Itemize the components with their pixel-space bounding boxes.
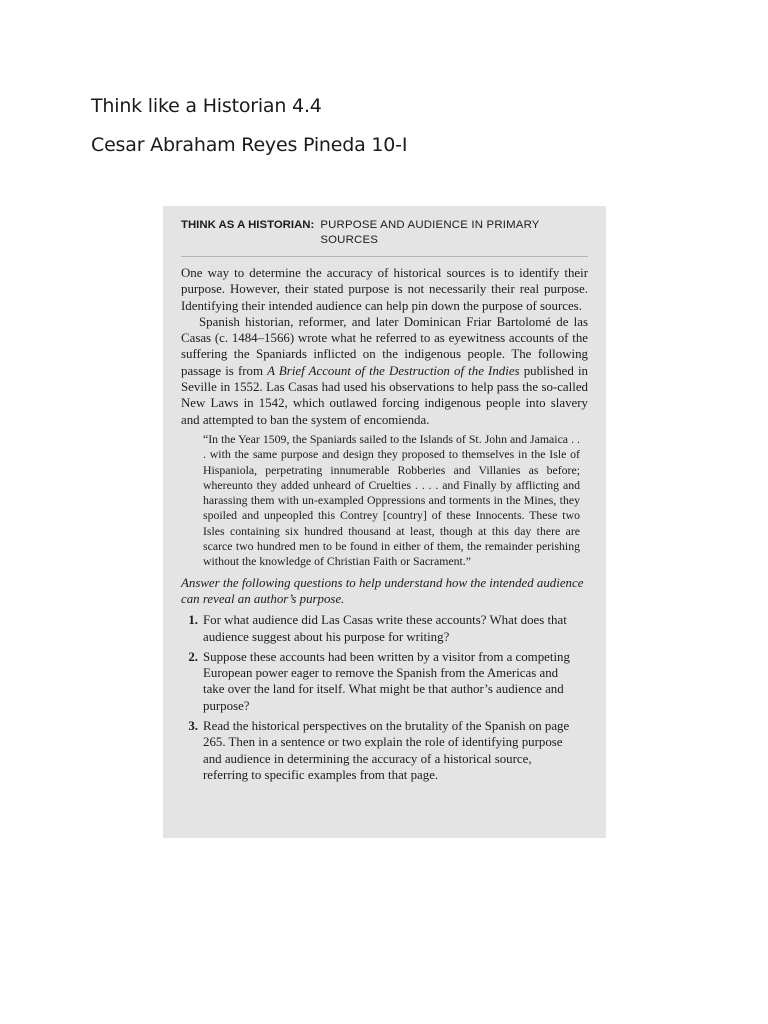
question-number: 2. <box>188 649 198 664</box>
question-item <box>181 649 588 714</box>
question-list <box>181 612 588 783</box>
primary-source-quote: “In the Year 1509, the Spaniards sailed to the Islands of St. John and Jamaica . . . with the same purpose and design they proposed to themselves in the Isle of Hispaniola, perpetrating innumerable Robberies and Villanies as before; whereunto they added unheard of Cruelties . . . . and Finally by afflicting and harassing them with un-exampled Oppressions and torments in the Mines, they spoiled and unpeopled this Contrey [country] of these Innocents. These two Isles containing six hundred thousand at least, though at this day there are scarce two hundred men to be found in either of them, the remainder perishing without the knowledge of Christian Faith or Sacrament.” <box>203 431 580 569</box>
questions-prompt: Answer the following questions to help understand how the intended audience can reveal an author’s purpose. <box>181 575 584 606</box>
question-number: 3. <box>188 719 198 734</box>
question-item <box>181 612 588 645</box>
context-after: published in Seville in 1552. Las Casas had used his observations to help pass the so-called New Laws in 1542, which outlawed forcing indigenous people into slavery and attempted to ban the system of encomienda. <box>181 363 588 427</box>
scan-header-topic: PURPOSE AND AUDIENCE IN PRIMARY SOURCES <box>320 219 540 246</box>
context-paragraph <box>181 314 588 428</box>
scan-header-label: THINK AS A HISTORIAN: <box>181 219 315 231</box>
question-item <box>181 718 588 783</box>
textbook-scan <box>163 206 606 838</box>
author-line: Cesar Abraham Reyes Pineda 10-I <box>91 134 408 156</box>
intro-paragraph: One way to determine the accuracy of historical sources is to identify their purpose. However, their stated purpose is not necessarily their real purpose. Identifying their intended audience can help pin down the purpose of sources. <box>181 266 588 313</box>
question-text: Read the historical perspectives on the brutality of the Spanish on page 265. Then in a sentence or two explain the role of identifying purpose and audience in determining the accuracy of a historical source, referring to specific examples from that page. <box>203 719 570 782</box>
scan-header <box>181 218 588 257</box>
book-title: A Brief Account of the Destruction of the Indies <box>267 363 520 378</box>
context-before: Spanish historian, reformer, and later Dominican Friar Bartolomé de las Casas (c. 1484–1566) wrote what he referred to as eyewitness accounts of the suffering the Spaniards inflicted on the indigenous people. The following passage is from <box>181 314 588 378</box>
question-number: 1. <box>188 613 198 628</box>
document-title: Think like a Historian 4.4 <box>91 95 322 117</box>
question-text: For what audience did Las Casas write these accounts? What does that audience suggest about his purpose for writing? <box>203 613 567 644</box>
question-text: Suppose these accounts had been written by a visitor from a competing European power eager to remove the Spanish from the Americas and take over the land for itself. What might be that author’s audience and purpose? <box>203 649 570 713</box>
